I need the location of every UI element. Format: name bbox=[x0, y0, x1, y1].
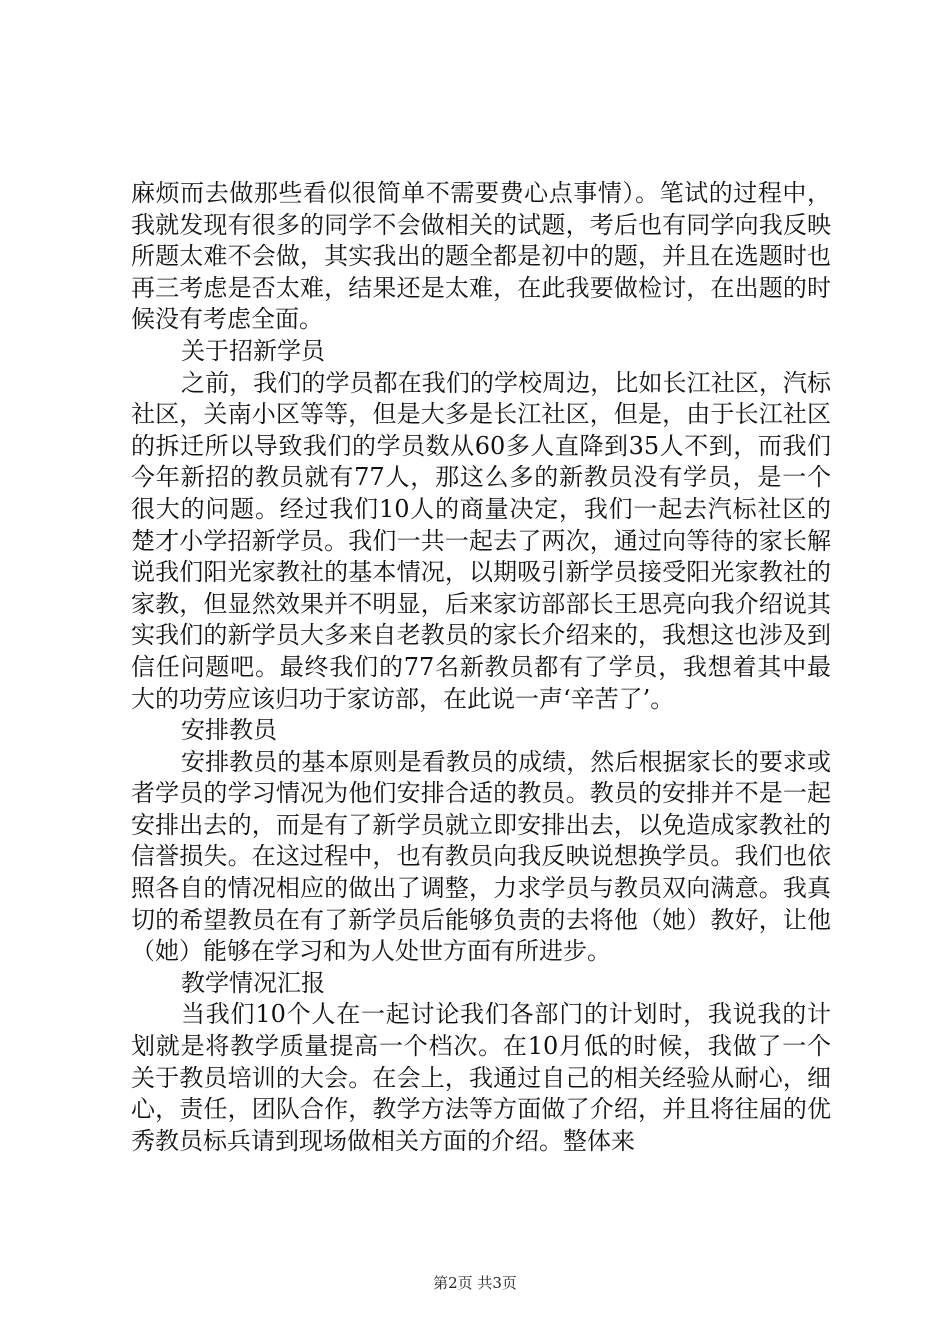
paragraph-teaching-report: 当我们10个人在一起讨论我们各部门的计划时，我说我的计划就是将教学质量提高一个档次。在10月低的时候，我做了一个关于教员培训的大会。在会上，我通过自己的相关经验从耐心，细心，责任，团队合作，教学方法等方面做了介绍，并且将往届的优秀教员标兵请到现场做相关方面的介绍。整体来 bbox=[131, 1000, 831, 1155]
paragraph-recruit-students: 之前，我们的学员都在我们的学校周边，比如长江社区，汽标社区，关南小区等等，但是大多是长江社区，但是，由于长江社区的拆迁所以导致我们的学员数从60多人直降到35人不到，而我们今年新招的教员就有77人，那这么多的新教员没有学员，是一个很大的问题。经过我们10人的商量决定，我们一起去汽标社区的楚才小学招新学员。我们一共一起去了两次，通过向等待的家长解说我们阳光家教社的基本情况，以期吸引新学员接受阳光家教社的家教，但显然效果并不明显，后来家访部部长王思亮向我介绍说其实我们的新学员大多来自老教员的家长介绍来的，我想这也涉及到信任问题吧。最终我们的77名新教员都有了学员，我想着其中最大的功劳应该归功于家访部，在此说一声‘辛苦了’。 bbox=[131, 368, 831, 713]
paragraph-assign-tutors: 安排教员的基本原则是看教员的成绩，然后根据家长的要求或者学员的学习情况为他们安排合适的教员。教员的安排并不是一起安排出去的，而是有了新学员就立即安排出去，以免造成家教社的信誉损失。在这过程中，也有教员向我反映说想换学员。我们也依照各自的情况相应的做出了调整，力求学员与教员双向满意。我真切的希望教员在有了新学员后能够负责的去将他（她）教好，让他（她）能够在学习和为人处世方面有所进步。 bbox=[131, 747, 831, 966]
page-footer bbox=[0, 1273, 950, 1293]
paragraph-continuation: 麻烦而去做那些看似很简单不需要费心点事情）。笔试的过程中，我就发现有很多的同学不会做相关的试题，考后也有同学向我反映所题太难不会做，其实我出的题全都是初中的题，并且在选题时也再三考虑是否太难，结果还是太难，在此我要做检讨，在出题的时候没有考虑全面。 bbox=[131, 179, 831, 334]
section-heading-assign-tutors: 安排教员 bbox=[181, 716, 277, 745]
document-body bbox=[131, 178, 831, 1157]
section-heading-teaching-report: 教学情况汇报 bbox=[181, 968, 325, 997]
section-heading-recruit-students: 关于招新学员 bbox=[181, 336, 325, 365]
page-number-label: 第2页 共3页 bbox=[433, 1274, 517, 1292]
